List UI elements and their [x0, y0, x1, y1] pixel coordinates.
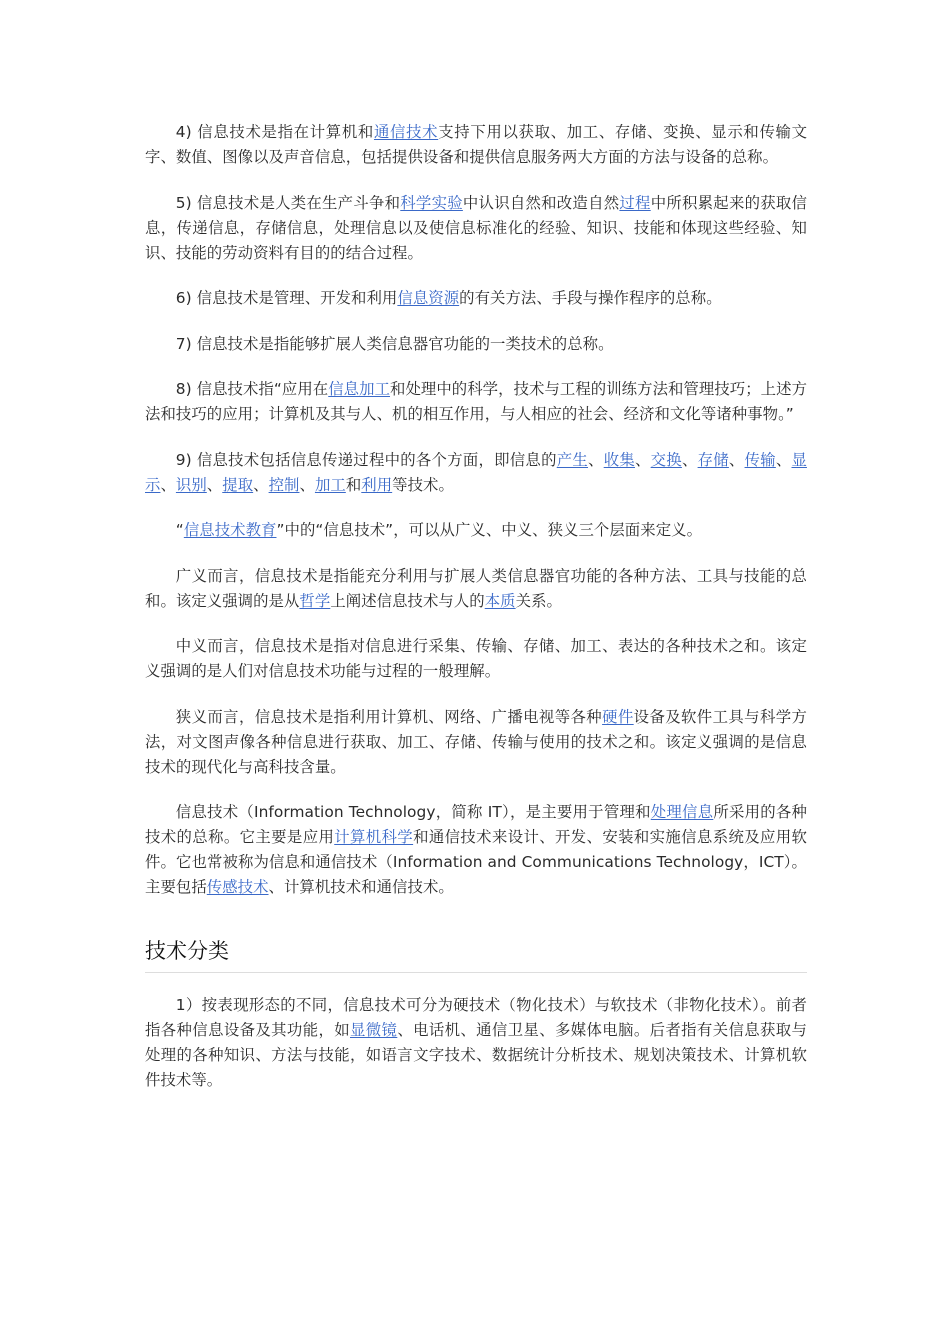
paragraph-text: 、计算机技术和通信技术。	[268, 878, 454, 896]
paragraph-text: 和处理中的科学，技术与工程的训练方法和管理技巧；上述方法和技巧的应用；计算机及其与人、机的相互作用，与人相应的社会、经济和文化等诸种事物。”	[145, 380, 808, 423]
section-heading: 技术分类	[145, 936, 807, 973]
paragraph	[145, 705, 807, 780]
paragraph-text: 、	[588, 450, 604, 469]
wiki-link[interactable]: 显示	[145, 450, 807, 494]
paragraph	[145, 993, 807, 1093]
paragraph	[145, 377, 807, 427]
paragraph-text: 、	[775, 450, 792, 469]
paragraph-text: 6) 信息技术是管理、开发和利用	[175, 289, 398, 307]
paragraph-text: 关系。	[515, 591, 562, 610]
paragraph	[145, 634, 807, 684]
paragraph-text: 、	[681, 450, 698, 469]
wiki-link[interactable]: 本质	[484, 591, 516, 610]
paragraph-text: 设备及软件工具与科学方法，对文图声像各种信息进行获取、加工、存储、传输与使用的技术之和。该定义强调的是信息技术的现代化与高科技含量。	[145, 707, 807, 776]
paragraph	[145, 448, 807, 498]
document-body	[145, 120, 807, 1114]
wiki-link[interactable]: 识别	[175, 475, 207, 494]
wiki-link[interactable]: 传感技术	[206, 878, 269, 896]
paragraph-text: 、	[299, 475, 315, 494]
paragraph-text: 中认识自然和改造自然	[462, 193, 620, 212]
paragraph	[145, 518, 807, 543]
paragraph-text: 所采用的各种技术的总称。它主要是应用	[145, 803, 807, 846]
wiki-link[interactable]: 过程	[619, 193, 651, 212]
wiki-link[interactable]: 硬件	[602, 707, 634, 726]
paragraph-text: 支持下用以获取、加工、存储、变换、显示和传输文字、数值、图像以及声音信息，包括提供设备和提供信息服务两大方面的方法与设备的总称。	[145, 123, 808, 166]
wiki-link[interactable]: 哲学	[299, 591, 331, 610]
wiki-link[interactable]: 传输	[744, 450, 776, 469]
wiki-link[interactable]: 信息资源	[397, 289, 460, 307]
paragraph	[145, 191, 807, 266]
wiki-link[interactable]: 通信技术	[373, 123, 439, 141]
paragraph-text: 等技术。	[392, 475, 454, 494]
paragraph-text: 、电话机、通信卫星、多媒体电脑。后者指有关信息获取与处理的各种知识、方法与技能，如语言文字技术、数据统计分析技术、规划决策技术、计算机软件技术等。	[145, 1021, 807, 1089]
paragraph	[145, 120, 807, 170]
wiki-link[interactable]: 显微镜	[350, 1021, 398, 1039]
paragraph-text: 中所积累起来的获取信息，传递信息，存储信息，处理信息以及使信息标准化的经验、知识、技能和体现这些经验、知识、技能的劳动资料有目的的结合过程。	[145, 193, 807, 262]
paragraph	[145, 800, 807, 900]
paragraph-text: 和	[345, 475, 362, 494]
paragraph-text: 8) 信息技术指“应用在	[175, 380, 329, 398]
paragraph-text: 、	[253, 475, 269, 494]
paragraph-text: 上阐述信息技术与人的	[330, 591, 485, 610]
wiki-link[interactable]: 加工	[314, 475, 346, 494]
paragraph-text: ”中的“信息技术”，可以从广义、中义、狭义三个层面来定义。	[276, 521, 703, 539]
definition-section	[145, 120, 807, 900]
paragraph-text: 的有关方法、手段与操作程序的总称。	[459, 289, 722, 307]
paragraph-text: 、	[634, 450, 651, 469]
paragraph-text: 1）按表现形态的不同，信息技术可分为硬技术（物化技术）与软技术（非物化技术）。前者指各种信息设备及其功能，如	[145, 996, 807, 1039]
wiki-link[interactable]: 收集	[603, 450, 635, 469]
wiki-link[interactable]: 产生	[556, 450, 589, 469]
wiki-link[interactable]: 信息技术教育	[183, 521, 277, 539]
wiki-link[interactable]: 提取	[222, 475, 254, 494]
paragraph-text: 广义而言，信息技术是指能充分利用与扩展人类信息器官功能的各种方法、工具与技能的总和。该定义强调的是从	[145, 566, 807, 610]
paragraph-text: 、	[728, 450, 745, 469]
paragraph-text: 中义而言，信息技术是指对信息进行采集、传输、存储、加工、表达的各种技术之和。该定义强调的是人们对信息技术功能与过程的一般理解。	[145, 637, 807, 680]
paragraph-text: 、	[160, 475, 176, 494]
wiki-link[interactable]: 利用	[361, 475, 393, 494]
wiki-link[interactable]: 计算机科学	[334, 828, 414, 846]
wiki-link[interactable]: 科学实验	[400, 193, 463, 212]
paragraph	[145, 564, 807, 614]
wiki-link[interactable]: 交换	[650, 450, 682, 469]
classification-section	[145, 993, 807, 1093]
wiki-link[interactable]: 控制	[268, 475, 300, 494]
paragraph-text: 、	[206, 475, 223, 494]
paragraph-text: 狭义而言，信息技术是指利用计算机、网络、广播电视等各种	[175, 707, 603, 726]
wiki-link[interactable]: 信息加工	[328, 380, 391, 398]
wiki-link[interactable]: 处理信息	[650, 803, 714, 821]
paragraph-text: 7) 信息技术是指能够扩展人类信息器官功能的一类技术的总称。	[175, 334, 614, 353]
paragraph	[145, 332, 807, 357]
paragraph-text: 信息技术（Information Technology，简称 IT），是主要用于管理和	[175, 803, 651, 821]
paragraph-text: 和通信技术来设计、开发、安装和实施信息系统及应用软件。它也常被称为信息和通信技术（Information and Communications Technology，ICT）。主要包括	[145, 828, 807, 896]
paragraph	[145, 286, 807, 311]
paragraph-text: 4) 信息技术是指在计算机和	[175, 123, 374, 141]
paragraph-text: 5) 信息技术是人类在生产斗争和	[175, 193, 401, 212]
paragraph-text: 9) 信息技术包括信息传递过程中的各个方面，即信息的	[175, 450, 557, 469]
paragraph-text: “	[175, 521, 184, 539]
wiki-link[interactable]: 存储	[697, 450, 729, 469]
